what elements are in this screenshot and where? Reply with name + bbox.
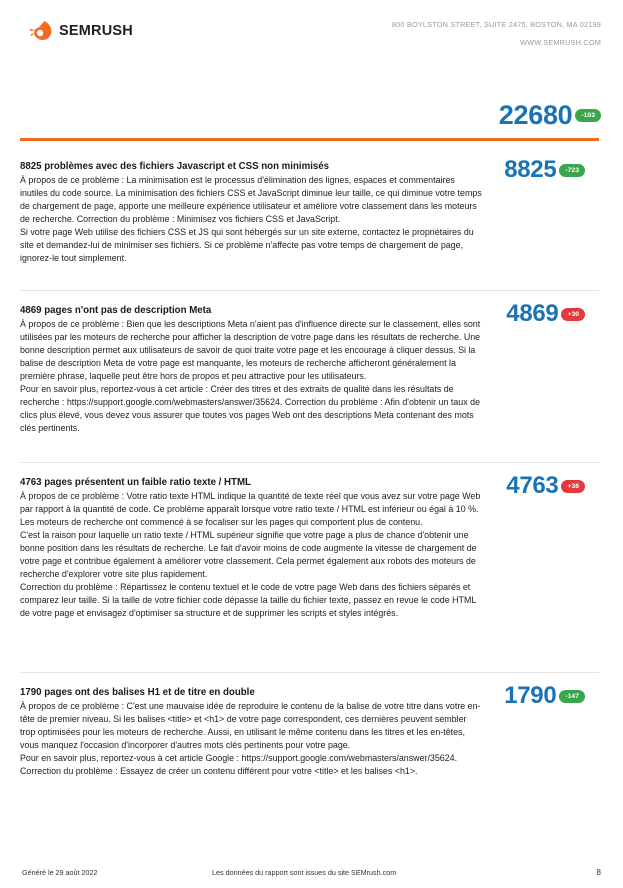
issue-count: 8825 — [504, 156, 557, 183]
header-divider — [20, 138, 599, 141]
issue-delta-badge: -723 — [559, 164, 585, 177]
total-issues — [499, 100, 601, 131]
footer-generated-date: Généré le 29 août 2022 — [22, 868, 98, 877]
logo-text: SEMRUSH — [59, 23, 133, 39]
issue-paragraph: Pour en savoir plus, reportez-vous à cet article : Créer des titres et des extraits de qualité dans les résultats de recherche : https://support.google.com/webmasters/answer/35624. Correction du problème : Afin d'obtenir un taux de clics plus élevé, vous devez vous assurer que toutes vos pages Web ont des descriptions Meta contenant des mots clés pertinents. — [20, 384, 480, 433]
issue-title: 4763 pages présentent un faible ratio texte / HTML — [20, 477, 251, 488]
issue-body — [20, 160, 482, 265]
semrush-logo — [30, 20, 133, 42]
issue-paragraph: À propos de ce problème : C'est une mauvaise idée de reproduire le contenu de la balise de votre titre dans votre en-tête de premier niveau. Si les balises <title> et <h1> de votre page correspondent, ces dernières peuvent sembler trop optimisées pour les moteurs de recherche. Aussi, en utilisant le même contenu dans les titres et les en-têtes, vous manquez l'occasion d'incorporer d'autres mots clés pertinents pour votre page. — [20, 701, 481, 750]
issue-title: 4869 pages n'ont pas de description Meta — [20, 305, 212, 316]
footer-source: Les données du rapport sont issues du site SEMrush.com — [212, 868, 397, 877]
issue-body — [20, 476, 482, 620]
issue-count: 4763 — [506, 472, 559, 499]
issue-paragraph: À propos de ce problème : Bien que les descriptions Meta n'aient pas d'influence directe sur le classement, elles sont utilisées par les moteurs de recherche pour afficher la description de votre page dans les résultats de recherche. Une bonne description permet aux utilisateurs de savoir de quoi traite votre page et les encourage à cliquer dessus. Si la balise de description Meta de votre page est manquante, les moteurs de recherche afficheront généralement la première phrase, laquelle peut être hors de propos et peu attractive pour les utilisateurs. — [20, 319, 481, 381]
issue-paragraph: Correction du problème : Répartissez le contenu textuel et le code de votre page Web dans des fichiers séparés et comparez leur taille. Si la taille de votre fichier code dépasse la taille du fichier texte, passez en revue le code HTML de votre page et envisagez d'optimiser sa structure et de supprimer les scripts et styles intégrés. — [20, 582, 476, 618]
issue-body — [20, 686, 482, 778]
issue-paragraph: C'est la raison pour laquelle un ratio texte / HTML supérieur signifie que votre page a plus de chance d'obtenir une bonne position dans les résultats de recherche. Le fait d'avoir moins de code augmente la vitesse de chargement de votre page et contribue également à améliorer votre classement. Cela permet également aux robots des moteurs de recherche d'explorer votre site plus rapidement. — [20, 530, 477, 579]
issue-count-block — [506, 472, 585, 500]
page-number: 8 — [596, 868, 601, 877]
issue-paragraph: Si votre page Web utilise des fichiers CSS et JS qui sont hébergés sur un site externe, contactez le propriétaires du site et demandez-lui de minimiser ses fichiers. Si ce problème n'affecte pas votre temps de chargement de page, ignorez-le tout simplement. — [20, 227, 474, 263]
issue-count-block — [504, 156, 585, 184]
issue-title: 8825 problèmes avec des fichiers Javascript et CSS non minimisés — [20, 161, 330, 172]
issue-paragraph: À propos de ce problème : Votre ratio texte HTML indique la quantité de texte réel que vous avez sur votre page Web par rapport à la quantité de code. Ce problème apparaît lorsque votre ratio texte / HTML est inférieur ou égal à 10 %. Les moteurs de recherche ont commencé à se focaliser sur les pages qui comportent plus de contenu. — [20, 491, 481, 527]
issue-paragraph: À propos de ce problème : La minimisation est le processus d'élimination des lignes, espaces et commentaires inutiles du code source. La minimisation des fichiers CSS et JavaScript diminue leur taille, ce qui diminue votre temps de chargement de page, apporte une meilleure expérience utilisateur et améliore votre classement dans les moteurs de recherche. Correction du problème : Minimisez vos fichiers CSS et JavaScript. — [20, 175, 482, 224]
issue-paragraph: Pour en savoir plus, reportez-vous à cet article Google : https://support.google.com/webmasters/answer/35624. Correction du problème : Essayez de créer un contenu différent pour votre <title> et les balises <h1>. — [20, 753, 458, 776]
issue-count: 4869 — [506, 300, 559, 327]
issue-delta-badge: +38 — [561, 480, 585, 493]
issue-section — [20, 156, 599, 265]
issue-section — [20, 300, 599, 435]
total-issues-delta-badge: -103 — [575, 109, 601, 122]
issue-count: 1790 — [504, 682, 557, 709]
issue-title: 1790 pages ont des balises H1 et de titre en double — [20, 687, 255, 698]
issue-count-block — [504, 682, 585, 710]
company-address-block — [392, 16, 601, 52]
section-divider — [20, 462, 599, 463]
issue-count-block — [506, 300, 585, 328]
issue-delta-badge: -147 — [559, 690, 585, 703]
section-divider — [20, 672, 599, 673]
semrush-flame-icon — [30, 20, 54, 42]
company-website: WWW.SEMRUSH.COM — [520, 38, 601, 47]
issue-section — [20, 472, 599, 620]
issue-body — [20, 304, 482, 435]
total-issues-count: 22680 — [498, 100, 573, 130]
issue-section — [20, 682, 599, 778]
section-divider — [20, 290, 599, 291]
company-address: 800 BOYLSTON STREET, SUITE 2475, BOSTON, MA 02199 — [391, 20, 601, 29]
issue-delta-badge: +30 — [561, 308, 585, 321]
report-header — [0, 0, 623, 60]
